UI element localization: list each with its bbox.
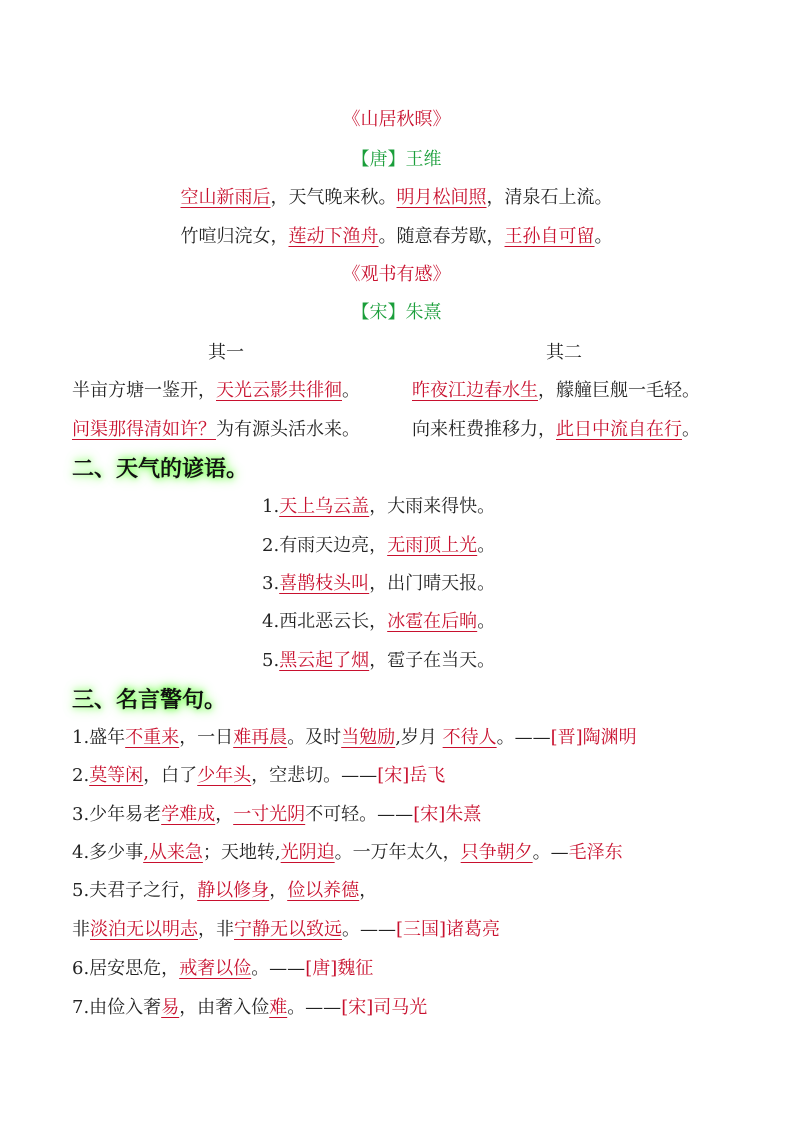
poem-text: ，艨艟巨舰一毛轻。 [538,380,700,401]
poem1-author-line [0,146,793,174]
poem-text: 。 [594,226,613,247]
answer-blank: 不重来 [125,727,180,748]
proverb-number: 1. [262,496,280,517]
answer-blank: 少年头 [197,765,252,786]
quote-source: 毛泽东 [568,842,623,863]
quote-text: ， [215,804,234,825]
answer-blank: 无雨顶上光 [387,535,478,556]
poem2-author-line [0,299,793,327]
poem2-author: 朱熹 [405,302,442,323]
quote-text: 不可轻。—— [305,804,414,825]
proverb-text: ，大雨来得快。 [369,496,496,517]
answer-blank: 冰雹在后晌 [387,611,478,632]
quote-text: 2. [72,765,90,786]
poem-text: 竹喧归浣女， [180,226,289,247]
quote-text: 。—— [496,727,551,748]
proverb-4 [262,608,495,636]
quote-source: [三国]诸葛亮 [396,919,501,940]
poem-text: ，清泉石上流。 [486,187,613,208]
poem2-col2-line2 [412,416,700,444]
answer-blank: 天光云影共徘徊 [216,380,342,401]
quote-source: [宋]朱熹 [413,804,482,825]
quote-text: ；天地转, [202,842,281,863]
quote-6 [72,955,373,983]
quote-text: ， [269,880,288,901]
answer-blank: 天上乌云盖 [279,496,370,517]
quote-source: [唐]魏征 [305,958,374,979]
answer-blank: 学难成 [161,804,216,825]
quote-7 [72,994,427,1022]
poem1-title [0,106,793,134]
answer-blank: 戒奢以俭 [179,958,252,979]
poem1-dynasty: 【唐】 [351,149,406,170]
quote-text: 4.多少事 [72,842,144,863]
quote-text: 7.由俭入奢 [72,997,162,1018]
answer-blank: 光阴迫 [280,842,335,863]
quote-text: 。—— [342,919,396,940]
answer-blank: 淡泊无以明志 [90,919,198,940]
poem1-line1 [0,184,793,212]
quote-text: 非 [72,919,90,940]
proverb-text: 。 [477,611,496,632]
answer-blank: 黑云起了烟 [279,650,370,671]
quote-text: ，空悲切。—— [251,765,378,786]
proverb-1 [262,493,495,521]
proverb-text: ，雹子在当天。 [369,650,496,671]
quote-5a [72,877,377,905]
quote-2 [72,762,445,790]
quote-source: [宋]岳飞 [377,765,446,786]
proverb-number: 5. [262,650,280,671]
proverb-text: 。 [477,535,496,556]
quote-text: 。及时 [287,727,342,748]
answer-blank: 莲动下渔舟 [288,226,379,247]
proverb-5 [262,647,495,675]
quote-text: 3.少年易老 [72,804,162,825]
proverb-text: 西北恶云长， [279,611,388,632]
answer-blank: 难再晨 [233,727,288,748]
answer-blank: 昨夜江边春水生 [412,380,538,401]
poem-text: ，天气晚来秋。 [270,187,397,208]
poem1-title-text: 《山居秋暝》 [342,109,451,130]
quote-text: 5.夫君子之行， [72,880,198,901]
answer-blank: 问渠那得清如许？ [72,419,216,440]
quote-5b [72,916,500,944]
answer-blank: 莫等闲 [89,765,144,786]
quote-4 [72,839,623,867]
quote-text: ，由奢入俭 [179,997,270,1018]
answer-blank: 一寸光阴 [233,804,306,825]
proverb-number: 3. [262,573,280,594]
poem-text: 。 [342,380,360,401]
poem1-author: 王维 [405,149,442,170]
poem-text: 。随意春芳歇， [378,226,505,247]
quote-text: 。—— [287,997,342,1018]
answer-blank: 空山新雨后 [180,187,271,208]
quote-text: ，白了 [143,765,198,786]
answer-blank: 俭以养德 [287,880,360,901]
poem2-col1-line1 [72,377,360,405]
quote-source: [晋]陶渊明 [550,727,637,748]
section3-heading: 三、名言警句。 [72,687,227,713]
proverb-number: 4. [262,611,280,632]
poem2-col1-title: 其一 [208,342,244,363]
quote-source: [宋]司马光 [341,997,428,1018]
answer-blank: 只争朝夕 [460,842,533,863]
quote-3 [72,801,481,829]
quote-text: 。一万年太久， [334,842,461,863]
answer-blank: 当勉励 [341,727,396,748]
answer-blank: 此日中流自在行 [556,419,682,440]
poem2-col1-line2 [72,416,360,444]
proverb-number: 2. [262,535,280,556]
answer-blank: 宁静无以致远 [234,919,342,940]
answer-blank: 不待人 [442,727,497,748]
proverb-3 [262,570,495,598]
poem2-title [0,261,793,289]
answer-blank: 喜鹊枝头叫 [279,573,370,594]
proverb-text: ，出门晴天报。 [369,573,496,594]
quote-text: 6.居安思危， [72,958,180,979]
answer-blank: 静以修身 [197,880,270,901]
quote-text: ,岁月 [395,727,443,748]
poem-text: 。 [682,419,700,440]
quote-text: ，一日 [179,727,234,748]
poem-text: 向来枉费推移力， [412,419,556,440]
poem2-col2-title: 其二 [546,342,582,363]
answer-blank: 王孙自可留 [504,226,595,247]
answer-blank: 明月松间照 [396,187,487,208]
answer-blank: 易 [161,997,180,1018]
poem-text: 为有源头活水来。 [216,419,360,440]
proverb-text: 有雨天边亮， [279,535,388,556]
poem1-line2 [0,223,793,251]
quote-text: 。—— [251,958,306,979]
answer-blank: ,从来急 [143,842,203,863]
poem-text: 半亩方塘一鉴开， [72,380,216,401]
poem2-title-text: 《观书有感》 [342,264,451,285]
section2-heading: 二、天气的谚语。 [72,456,249,482]
poem2-col2-line1 [412,377,700,405]
quote-1 [72,724,637,752]
proverb-2 [262,532,495,560]
quote-text: ，非 [198,919,234,940]
quote-text: 1.盛年 [72,727,126,748]
answer-blank: 难 [269,997,288,1018]
quote-text: ， [359,880,378,901]
poem2-dynasty: 【宋】 [351,302,406,323]
quote-text: 。— [532,842,569,863]
